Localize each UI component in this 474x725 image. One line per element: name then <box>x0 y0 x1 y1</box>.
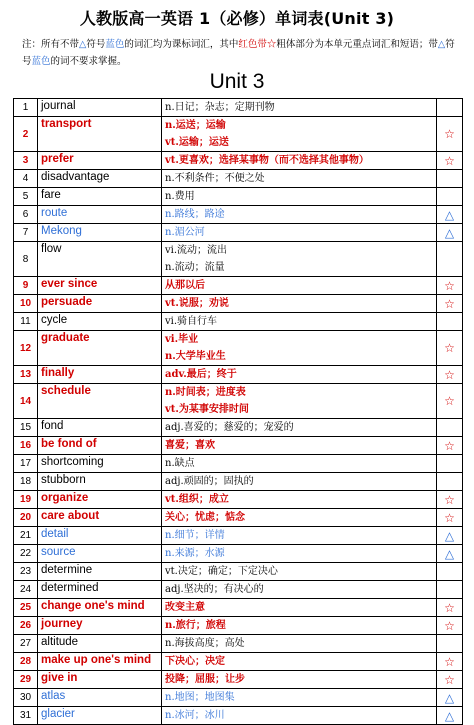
vocab-word: source <box>38 545 162 563</box>
empty-mark <box>437 188 463 206</box>
note-text: 符号 <box>22 39 455 67</box>
vocab-meaning <box>162 617 437 635</box>
meaning-line: n.路线；路途 <box>165 209 225 220</box>
row-number: 27 <box>14 635 38 653</box>
empty-mark <box>437 581 463 599</box>
empty-mark <box>437 563 463 581</box>
vocab-word: schedule <box>38 384 162 419</box>
table-row <box>14 707 463 725</box>
vocab-meaning <box>162 491 437 509</box>
vocab-word: journal <box>38 99 162 117</box>
vocab-word: route <box>38 206 162 224</box>
vocab-word: fond <box>38 419 162 437</box>
vocab-meaning <box>162 707 437 725</box>
triangle-icon: △ <box>437 206 463 224</box>
table-row <box>14 617 463 635</box>
vocab-word: make up one's mind <box>38 653 162 671</box>
meaning-line: n.细节；详情 <box>165 530 225 541</box>
meaning-line: n.不利条件；不便之处 <box>165 173 265 184</box>
meaning-line: n.旅行；旅程 <box>165 620 226 631</box>
meaning-line: n.冰河；冰川 <box>165 710 225 721</box>
vocab-meaning <box>162 473 437 491</box>
vocab-meaning <box>162 313 437 331</box>
table-row <box>14 671 463 689</box>
table-row <box>14 419 463 437</box>
row-number: 14 <box>14 384 38 419</box>
vocab-meaning <box>162 206 437 224</box>
vocabulary-table <box>13 98 463 725</box>
star-icon: ☆ <box>437 617 463 635</box>
vocab-meaning <box>162 527 437 545</box>
meaning-line: n.日记；杂志；定期刊物 <box>165 102 275 113</box>
vocab-meaning <box>162 545 437 563</box>
table-row <box>14 653 463 671</box>
vocab-meaning <box>162 671 437 689</box>
meaning-line: vt.组织；成立 <box>165 494 229 505</box>
meaning-line: vt.运输；运送 <box>165 137 229 148</box>
meaning-line: 从那以后 <box>165 280 205 291</box>
row-number: 20 <box>14 509 38 527</box>
star-icon: ☆ <box>437 437 463 455</box>
table-row <box>14 384 463 419</box>
vocab-meaning <box>162 224 437 242</box>
triangle-icon: △ <box>437 527 463 545</box>
unit-title: Unit 3 <box>209 70 265 93</box>
meaning-line: n.大学毕业生 <box>165 351 226 362</box>
vocab-word: disadvantage <box>38 170 162 188</box>
row-number: 23 <box>14 563 38 581</box>
table-row <box>14 545 463 563</box>
star-icon: ☆ <box>266 39 277 50</box>
vocab-word: journey <box>38 617 162 635</box>
note-text: 的词不要求掌握。 <box>50 56 127 67</box>
page-title: 人教版高一英语 1（必修）单词表(Unit 3) <box>79 9 395 28</box>
row-number: 26 <box>14 617 38 635</box>
triangle-icon: △ <box>437 545 463 563</box>
vocab-meaning <box>162 170 437 188</box>
triangle-icon: △ <box>79 39 87 50</box>
star-icon: ☆ <box>437 366 463 384</box>
note-blue-word: 蓝色 <box>31 56 51 67</box>
row-number: 29 <box>14 671 38 689</box>
meaning-line: vt.说服；劝说 <box>165 298 229 309</box>
empty-mark <box>437 99 463 117</box>
star-icon: ☆ <box>437 295 463 313</box>
table-row <box>14 509 463 527</box>
meaning-line: vi.流动；流出 <box>165 245 228 256</box>
note-text: 粗体部分为本单元重点词汇和短语；带 <box>276 39 438 50</box>
table-row <box>14 188 463 206</box>
meaning-line: n.流动；流量 <box>165 262 225 273</box>
table-row <box>14 99 463 117</box>
row-number: 28 <box>14 653 38 671</box>
vocab-meaning <box>162 331 437 366</box>
table-row <box>14 491 463 509</box>
row-number: 1 <box>14 99 38 117</box>
vocab-meaning <box>162 581 437 599</box>
row-number: 25 <box>14 599 38 617</box>
vocab-word: prefer <box>38 152 162 170</box>
table-row <box>14 206 463 224</box>
row-number: 31 <box>14 707 38 725</box>
row-number: 4 <box>14 170 38 188</box>
vocab-meaning <box>162 242 437 277</box>
empty-mark <box>437 313 463 331</box>
vocab-meaning <box>162 117 437 152</box>
vocab-word: ever since <box>38 277 162 295</box>
vocab-meaning <box>162 419 437 437</box>
vocabulary-table-body <box>14 99 463 725</box>
vocab-meaning <box>162 366 437 384</box>
meaning-line: adj.顽固的；固执的 <box>165 476 254 487</box>
meaning-line: adv.最后；终于 <box>165 369 237 380</box>
star-icon: ☆ <box>437 152 463 170</box>
meaning-line: 下决心；决定 <box>165 656 225 667</box>
meaning-line: n.海拔高度；高处 <box>165 638 245 649</box>
table-row <box>14 437 463 455</box>
meaning-line: 关心；忧虑；惦念 <box>165 512 245 523</box>
star-icon: ☆ <box>437 384 463 419</box>
table-row <box>14 599 463 617</box>
row-number: 19 <box>14 491 38 509</box>
meaning-line: adj.坚决的；有决心的 <box>165 584 264 595</box>
table-row <box>14 527 463 545</box>
table-row <box>14 455 463 473</box>
meaning-line: vt.更喜欢；选择某事物（而不选择其他事物） <box>165 155 369 166</box>
vocab-word: determined <box>38 581 162 599</box>
row-number: 8 <box>14 242 38 277</box>
meaning-line: vt.为某事安排时间 <box>165 404 249 415</box>
row-number: 10 <box>14 295 38 313</box>
note-red-word: 红色带 <box>238 39 267 50</box>
note-blue-word: 蓝色 <box>105 39 125 50</box>
vocab-word: fare <box>38 188 162 206</box>
vocab-meaning <box>162 277 437 295</box>
triangle-icon: △ <box>437 224 463 242</box>
empty-mark <box>437 635 463 653</box>
row-number: 6 <box>14 206 38 224</box>
vocab-meaning <box>162 295 437 313</box>
row-number: 7 <box>14 224 38 242</box>
table-row <box>14 313 463 331</box>
vocab-word: Mekong <box>38 224 162 242</box>
vocab-word: detail <box>38 527 162 545</box>
table-row <box>14 117 463 152</box>
vocab-meaning <box>162 689 437 707</box>
vocab-meaning <box>162 653 437 671</box>
vocab-meaning <box>162 384 437 419</box>
empty-mark <box>437 170 463 188</box>
row-number: 30 <box>14 689 38 707</box>
star-icon: ☆ <box>437 653 463 671</box>
meaning-line: 投降；屈服；让步 <box>165 674 245 685</box>
row-number: 12 <box>14 331 38 366</box>
meaning-line: vi.骑自行车 <box>165 316 218 327</box>
table-row <box>14 242 463 277</box>
table-row <box>14 224 463 242</box>
vocab-word: finally <box>38 366 162 384</box>
vocab-meaning <box>162 599 437 617</box>
row-number: 13 <box>14 366 38 384</box>
table-row <box>14 295 463 313</box>
note-text: 注：所有不带 <box>22 39 80 50</box>
meaning-line: adj.喜爱的；慈爱的；宠爱的 <box>165 422 294 433</box>
star-icon: ☆ <box>437 671 463 689</box>
row-number: 24 <box>14 581 38 599</box>
vocab-word: be fond of <box>38 437 162 455</box>
vocab-word: determine <box>38 563 162 581</box>
row-number: 3 <box>14 152 38 170</box>
vocab-meaning <box>162 509 437 527</box>
vocab-word: stubborn <box>38 473 162 491</box>
vocab-meaning <box>162 437 437 455</box>
star-icon: ☆ <box>437 117 463 152</box>
meaning-line: n.地图；地图集 <box>165 692 235 703</box>
star-icon: ☆ <box>437 277 463 295</box>
meaning-line: vt.决定；确定；下定决心 <box>165 566 278 577</box>
triangle-icon: △ <box>437 689 463 707</box>
table-row <box>14 366 463 384</box>
star-icon: ☆ <box>437 331 463 366</box>
star-icon: ☆ <box>437 509 463 527</box>
row-number: 21 <box>14 527 38 545</box>
meaning-line: vi.毕业 <box>165 334 199 345</box>
vocab-meaning <box>162 455 437 473</box>
row-number: 16 <box>14 437 38 455</box>
vocab-word: transport <box>38 117 162 152</box>
vocab-meaning <box>162 152 437 170</box>
table-row <box>14 277 463 295</box>
meaning-line: n.费用 <box>165 191 195 202</box>
vocab-meaning <box>162 563 437 581</box>
table-row <box>14 563 463 581</box>
row-number: 2 <box>14 117 38 152</box>
triangle-icon: △ <box>437 707 463 725</box>
vocab-word: give in <box>38 671 162 689</box>
table-row <box>14 689 463 707</box>
empty-mark <box>437 242 463 277</box>
vocab-word: persuade <box>38 295 162 313</box>
vocab-word: shortcoming <box>38 455 162 473</box>
legend-note <box>22 36 462 70</box>
triangle-icon: △ <box>437 39 446 50</box>
table-row <box>14 152 463 170</box>
table-row <box>14 331 463 366</box>
vocab-word: atlas <box>38 689 162 707</box>
table-row <box>14 581 463 599</box>
row-number: 5 <box>14 188 38 206</box>
vocab-meaning <box>162 635 437 653</box>
row-number: 17 <box>14 455 38 473</box>
row-number: 18 <box>14 473 38 491</box>
empty-mark <box>437 419 463 437</box>
vocab-word: cycle <box>38 313 162 331</box>
row-number: 11 <box>14 313 38 331</box>
vocab-word: glacier <box>38 707 162 725</box>
meaning-line: 改变主意 <box>165 602 205 613</box>
table-row <box>14 473 463 491</box>
meaning-line: n.运送；运输 <box>165 120 226 131</box>
vocab-word: graduate <box>38 331 162 366</box>
empty-mark <box>437 455 463 473</box>
meaning-line: 喜爱；喜欢 <box>165 440 215 451</box>
vocab-word: care about <box>38 509 162 527</box>
meaning-line: n.湄公河 <box>165 227 205 238</box>
meaning-line: n.来源；水源 <box>165 548 225 559</box>
note-text: 的词汇均为课标词汇，其中 <box>124 39 239 50</box>
vocab-meaning <box>162 188 437 206</box>
vocab-word: flow <box>38 242 162 277</box>
vocab-word: organize <box>38 491 162 509</box>
table-row <box>14 635 463 653</box>
note-text: 符号 <box>86 39 106 50</box>
meaning-line: n.时间表；进度表 <box>165 387 246 398</box>
empty-mark <box>437 473 463 491</box>
row-number: 9 <box>14 277 38 295</box>
vocab-meaning <box>162 99 437 117</box>
vocab-word: change one's mind <box>38 599 162 617</box>
meaning-line: n.缺点 <box>165 458 195 469</box>
star-icon: ☆ <box>437 599 463 617</box>
row-number: 22 <box>14 545 38 563</box>
vocab-word: altitude <box>38 635 162 653</box>
star-icon: ☆ <box>437 491 463 509</box>
table-row <box>14 170 463 188</box>
row-number: 15 <box>14 419 38 437</box>
